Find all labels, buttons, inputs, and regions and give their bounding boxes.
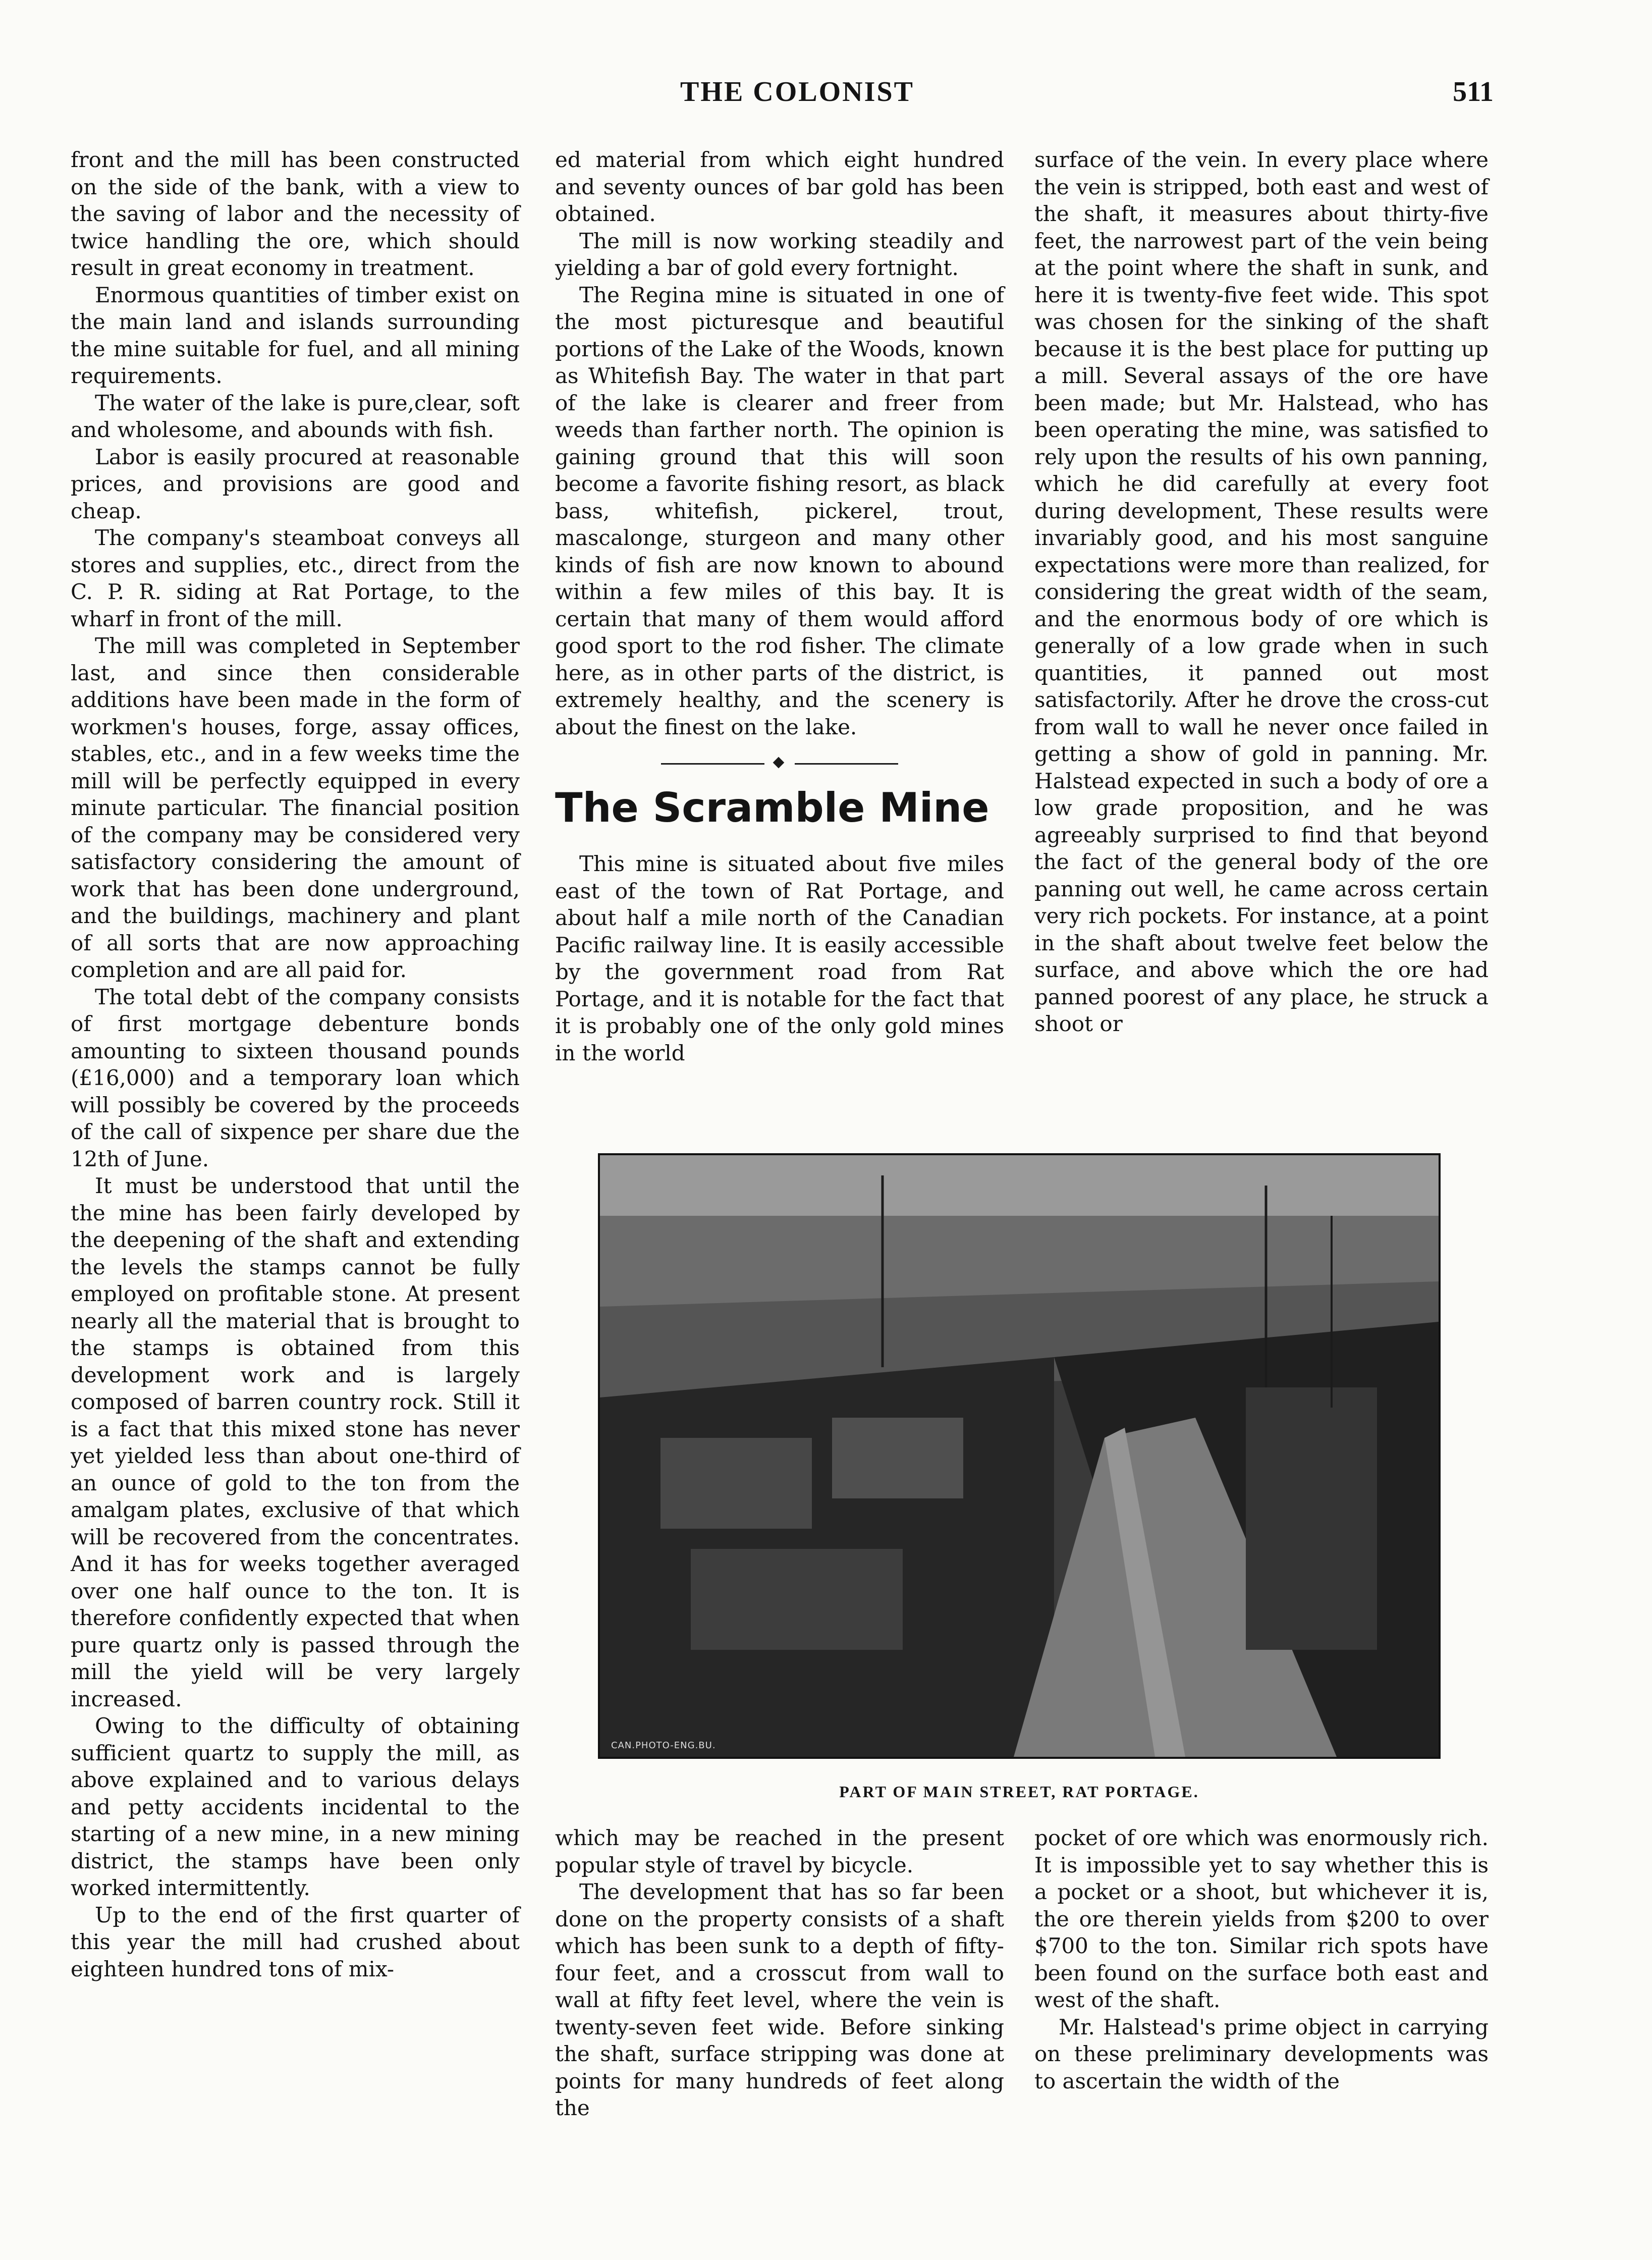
section-divider — [661, 759, 898, 769]
paragraph: The mill is now working steadily and yielding a bar of gold every fortnight. — [555, 228, 1004, 280]
paragraph: The mill was completed in September last, and since then considerable additions have been made in the form of workmen's houses, forge, assay offices, stables, etc., and in a few weeks time the mill will be perfectly equipped in every minute particular. The financial position of the company may be considered very satisfactory considering the amount of work that has been done underground, and the buildings, machinery and plant of all sorts that are now approaching completion and are all paid for. — [71, 633, 520, 982]
column-3 — [1034, 146, 1489, 1038]
divider-rule — [795, 763, 898, 765]
paragraph: This mine is situated about five miles east of the town of Rat Portage, and about half a mile north of the Canadian Pacific railway line. It is easily accessible by the government road from Rat Portage, and it is notable for the fact that it is probably one of the only gold mines in the world — [555, 851, 1004, 1065]
paragraph: which may be reached in the present popular style of travel by bicycle. — [555, 1825, 1004, 1877]
paragraph: pocket of ore which was enormously rich. It is impossible yet to say whether this is a pocket or a shoot, but whichever it is, the ore therein yields from $200 to over $700 to the ton. Similar rich spots have been found on the surface both east and west of the shaft. — [1034, 1825, 1489, 2012]
column-2-continued — [555, 1824, 1004, 2122]
paragraph: Owing to the difficulty of obtaining sufficient quartz to supply the mill, as above explained and to various delays and petty accidents incidental to the starting of a new mine, in a new mining district, the stamps have been only worked intermittently. — [71, 1713, 520, 1900]
section-heading: The Scramble Mine — [555, 784, 989, 831]
column-1 — [71, 146, 520, 1982]
street-photograph — [598, 1153, 1441, 1759]
photo-image — [600, 1155, 1439, 1757]
paragraph: The development that has so far been done on the property consists of a shaft which has been sunk to a depth of fifty-four feet, and a crosscut from wall to wall at fifty feet level, where the vein is twenty-seven feet wide. Before sinking the shaft, surface stripping was done at points for many hundreds of feet along the — [555, 1879, 1004, 2120]
photo-credit: CAN.PHOTO-ENG.BU. — [611, 1740, 716, 1751]
paragraph: surface of the vein. In every place where the vein is stripped, both east and west of the shaft, it measures about thirty-five feet, the narrowest part of the vein being at the point where the shaft in sunk, and here it is twenty-five feet wide. This spot was chosen for the sinking of the shaft because it is the best place for putting up a mill. Several assays of the ore have been made; but Mr. Halstead, who has been operating the mine, was satisfied to rely upon the results of his own panning, which he did carefully at every foot during development, These results were invariably good, and his most sanguine expectations were more than realized, for considering the great width of the seam, and the enormous body of ore which is generally of a low grade when in such quantities, it panned out most satisfactorily. After he drove the cross-cut from wall to wall he never once failed in getting a show of gold in panning. Mr. Halstead expected in such a body of ore a low grade proposition, and he was agreeably surprised to find that beyond the fact of the general body of the ore panning out well, he came across certain very rich pockets. For instance, at a point in the shaft about twelve feet below the surface, and above which the ore had panned poorest of any place, he struck a shoot or — [1034, 147, 1489, 1036]
paragraph: The Regina mine is situated in one of the most picturesque and beautiful portions of the Lake of the Woods, known as Whitefish Bay. The water in that part of the lake is clearer and freer from weeds than farther north. The opinion is gaining ground that this will soon become a favorite fishing resort, as black bass, whitefish, pickerel, trout, mascalonge, sturgeon and many other kinds of fish are now known to abound within a few miles of this bay. It is certain that many of them would afford good sport to the rod fisher. The climate here, as in other parts of the district, is extremely healthy, and the scenery is about the finest on the lake. — [555, 282, 1004, 739]
paragraph: front and the mill has been constructed on the side of the bank, with a view to the saving of labor and the necessity of twice handling the ore, which should result in great economy in treatment. — [71, 147, 520, 280]
paragraph: Enormous quantities of timber exist on the main land and islands surrounding the mine suitable for fuel, and all mining requirements. — [71, 282, 520, 388]
paragraph: The water of the lake is pure,clear, soft and wholesome, and abounds with fish. — [71, 390, 520, 442]
photo-caption: PART OF MAIN STREET, RAT PORTAGE. — [839, 1783, 1199, 1801]
paragraph: The total debt of the company consists of first mortgage debenture bonds amounting to sixteen thousand pounds (£16,000) and a temporary loan which will possibly be covered by the proceeds of the call of sixpence per share due the 12th of June. — [71, 984, 520, 1171]
page-number: 511 — [1453, 76, 1494, 107]
divider-ornament-icon — [773, 757, 785, 769]
running-title: THE COLONIST — [680, 76, 914, 107]
page-header — [0, 76, 1652, 116]
paragraph: Up to the end of the first quarter of this year the mill had crushed about eighteen hundred tons of mix- — [71, 1902, 520, 1981]
paragraph: Mr. Halstead's prime object in carrying on these preliminary developments was to ascertain the width of the — [1034, 2014, 1489, 2093]
divider-rule — [661, 763, 764, 765]
column-3-continued — [1034, 1824, 1489, 2094]
paragraph: It must be understood that until the the mine has been fairly developed by the deepening of the shaft and extending the levels the stamps cannot be fully employed on profitable stone. At present nearly all the material that is brought to the stamps is obtained from this development work and is largely composed of barren country rock. Still it is a fact that this mixed stone has never yet yielded less than about one-third of an ounce of gold to the ton from the amalgam plates, exclusive of that which will be recovered from the concentrates. And it has for weeks together averaged over one half ounce to the ton. It is therefore confidently expected that when pure quartz only is passed through the mill the yield will be very largely increased. — [71, 1173, 520, 1711]
column-2 — [555, 146, 1004, 1066]
paragraph: The company's steamboat conveys all stores and supplies, etc., direct from the C. P. R. siding at Rat Portage, to the wharf in front of the mill. — [71, 525, 520, 631]
paragraph: Labor is easily procured at reasonable prices, and provisions are good and cheap. — [71, 444, 520, 523]
paragraph: ed material from which eight hundred and seventy ounces of bar gold has been obtained. — [555, 147, 1004, 226]
